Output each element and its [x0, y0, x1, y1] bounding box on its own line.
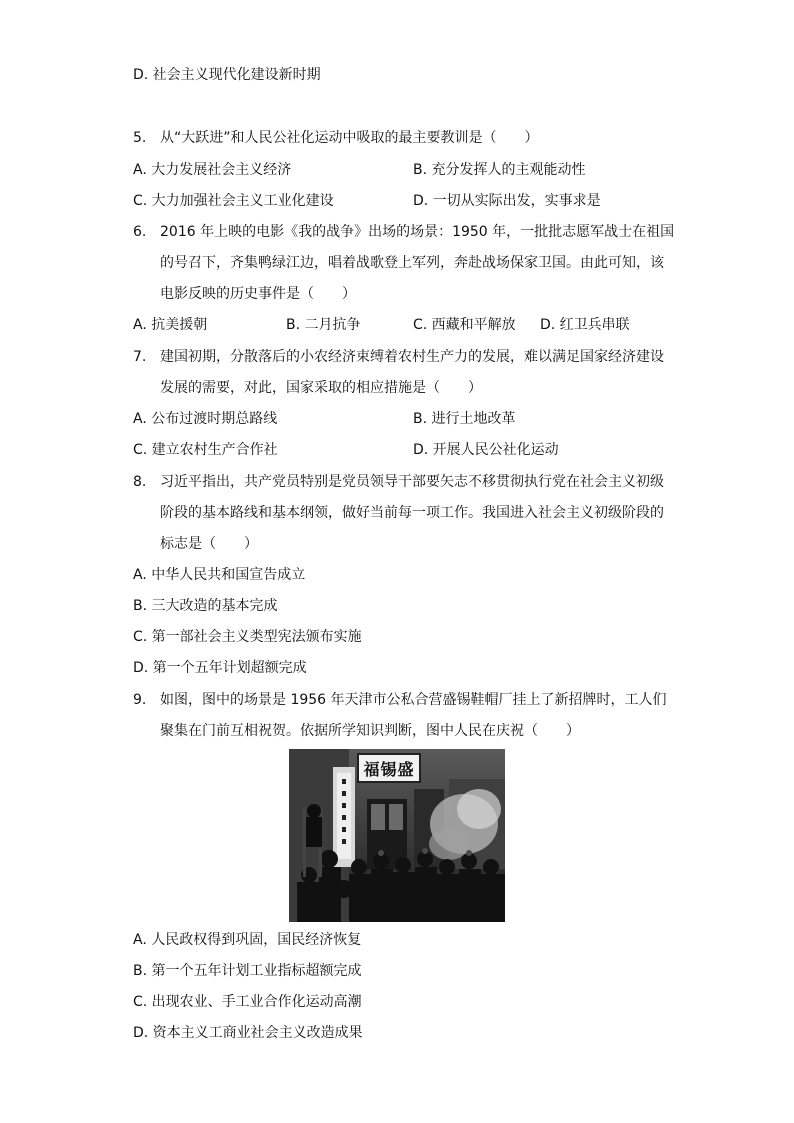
- photo-signboard-text: 福锡盛: [363, 759, 415, 779]
- q9-stem-line-2: 聚集在门前互相祝贺。依据所学知识判断，图中人民在庆祝（ ）: [160, 723, 580, 739]
- q8-stem-line-2: 阶段的基本路线和基本纲领，做好当前每一项工作。我国进入社会主义初级阶段的: [160, 505, 664, 521]
- q8-stem-line-3: 标志是（ ）: [160, 536, 258, 552]
- q8-option-b[interactable]: B. 三大改造的基本完成: [133, 598, 278, 614]
- q5-option-a[interactable]: A. 大力发展社会主义经济: [133, 162, 292, 178]
- q6-option-a[interactable]: A. 抗美援朝: [133, 317, 208, 333]
- q5-option-c[interactable]: C. 大力加强社会主义工业化建设: [133, 193, 334, 209]
- q9-option-a[interactable]: A. 人民政权得到巩固，国民经济恢复: [133, 932, 362, 948]
- q5-option-d[interactable]: D. 一切从实际出发，实事求是: [413, 193, 601, 209]
- q5-number: 5.: [133, 130, 147, 146]
- photo-signboard: [357, 753, 421, 783]
- q7-stem-line-1: 建国初期，分散落后的小农经济束缚着农村生产力的发展，难以满足国家经济建设: [160, 349, 664, 365]
- q7-option-c[interactable]: C. 建立农村生产合作社: [133, 442, 278, 458]
- q6-stem-line-2: 的号召下，齐集鸭绿江边，唱着战歌登上军列，奔赴战场保家卫国。由此可知，该: [160, 255, 664, 271]
- q8-number: 8.: [133, 474, 147, 490]
- q8-option-d[interactable]: D. 第一个五年计划超额完成: [133, 660, 307, 676]
- q9-historical-photo: [289, 749, 505, 922]
- q6-stem-line-3: 电影反映的历史事件是（ ）: [160, 286, 356, 302]
- q6-number: 6.: [133, 224, 147, 240]
- q8-option-a[interactable]: A. 中华人民共和国宣告成立: [133, 567, 306, 583]
- q5-stem: 从“大跃进”和人民公社化运动中吸取的最主要教训是（ ）: [160, 130, 539, 146]
- q9-number: 9.: [133, 692, 147, 708]
- q6-option-b[interactable]: B. 二月抗争: [286, 317, 361, 333]
- q5-option-b[interactable]: B. 充分发挥人的主观能动性: [413, 162, 586, 178]
- q7-option-a[interactable]: A. 公布过渡时期总路线: [133, 411, 278, 427]
- q6-option-d[interactable]: D. 红卫兵串联: [540, 317, 630, 333]
- q7-option-d[interactable]: D. 开展人民公社化运动: [413, 442, 559, 458]
- q6-stem-line-1: 2016 年上映的电影《我的战争》出场的场景：1950 年，一批批志愿军战士在祖国: [160, 224, 675, 240]
- q9-option-b[interactable]: B. 第一个五年计划工业指标超额完成: [133, 963, 362, 979]
- q7-option-b[interactable]: B. 进行土地改革: [413, 411, 516, 427]
- q4-option-d: D. 社会主义现代化建设新时期: [133, 67, 321, 83]
- q9-stem-line-1: 如图，图中的场景是 1956 年天津市公私合营盛锡鞋帽厂挂上了新招牌时，工人们: [160, 692, 667, 708]
- q7-number: 7.: [133, 349, 147, 365]
- q6-option-c[interactable]: C. 西藏和平解放: [413, 317, 516, 333]
- q8-option-c[interactable]: C. 第一部社会主义类型宪法颁布实施: [133, 629, 362, 645]
- q8-stem-line-1: 习近平指出，共产党员特别是党员领导干部要矢志不移贯彻执行党在社会主义初级: [160, 474, 664, 490]
- q9-option-c[interactable]: C. 出现农业、手工业合作化运动高潮: [133, 994, 362, 1010]
- q7-stem-line-2: 发展的需要，对此，国家采取的相应措施是（ ）: [160, 380, 482, 396]
- q9-option-d[interactable]: D. 资本主义工商业社会主义改造成果: [133, 1025, 363, 1041]
